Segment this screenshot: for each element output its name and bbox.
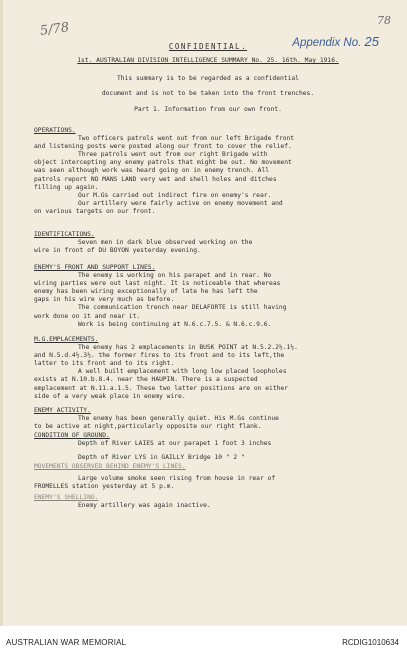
section-line: emplacement at N.11.a.1.5. These two latter positions are on either — [34, 384, 289, 392]
part-heading: Part 1. Information from our own front. — [134, 106, 282, 113]
section-line: and listening posts were posted along our front to cover the relief. — [34, 143, 292, 151]
section-movements — [34, 463, 382, 491]
handwritten-note-left: 5/78 — [39, 20, 71, 39]
section-line: A well built emplacement with long low placed loopholes — [78, 368, 287, 376]
handwritten-note-right: 78 — [377, 14, 391, 27]
section-line: wiring parties were out last night. It is noticeable that whereas — [34, 280, 281, 288]
section-line: patrols report NO MANS LAND very wet and shell holes and ditches — [34, 175, 277, 183]
document-title: CONFIDENTIAL. — [168, 42, 248, 51]
section-line: Our artillery were fairly active on enemy movement and — [78, 199, 283, 207]
section-line: object intercepting any enemy patrols that might be out. No movement — [34, 159, 292, 167]
section-line: Our M.Gs carried out indirect fire on enemy's rear. — [78, 191, 272, 199]
section-line: to be active at night,particularly opposite our right flank. — [34, 423, 262, 431]
section-line: gaps in his wire very much as before. — [34, 296, 175, 304]
section-enemy-lines — [34, 264, 382, 329]
section-line: Seven men in dark blue observed working on the — [78, 239, 253, 247]
section-heading: IDENTIFICATIONS. — [34, 231, 95, 238]
archive-reference: RCDIG1010634 — [342, 638, 399, 647]
section-line: was seen although work was heard going on in enemy trench. All — [34, 167, 270, 175]
section-line: wire in front of DU BOYON yesterday evening. — [34, 247, 201, 255]
section-condition-ground — [34, 432, 382, 462]
section-line: The enemy is working on his parapet and in rear. No — [78, 272, 272, 280]
section-heading: CONDITION OF GROUND. — [34, 432, 110, 439]
archive-name: AUSTRALIAN WAR MEMORIAL — [6, 638, 127, 647]
section-line: Large volume smoke seen rising from house in rear of — [78, 475, 276, 483]
section-line: latter to its front and to its right. — [34, 360, 175, 368]
section-heading: ENEMY'S FRONT AND SUPPORT LINES. — [34, 264, 156, 271]
section-line: Depth of River LYS in GAILLY Bridge 10 " 2 " — [78, 454, 245, 462]
section-line: Depth of River LAIES at our parapet 1 foot 3 inches — [78, 440, 272, 448]
section-line: Work is being continuing at N.6.c.7.5. & N.6.c.9.6. — [78, 320, 272, 328]
section-mg-emplacements — [34, 336, 382, 401]
section-heading: OPERATIONS. — [34, 127, 76, 134]
section-enemy-shelling — [34, 494, 382, 510]
archive-footer — [0, 626, 407, 654]
section-heading: M.G.EMPLACEMENTS. — [34, 336, 99, 343]
section-line: The communication trench near DELAFORTE is still having — [78, 304, 287, 312]
appendix-number: 25 — [364, 34, 379, 49]
section-line: Enemy artillery was again inactive. — [78, 502, 211, 510]
section-line: The enemy has been generally quiet. His M.Gs continue — [78, 415, 279, 423]
section-heading: ENEMY ACTIVITY. — [34, 407, 91, 414]
section-line: and N.5.d.4½.3½. the former fires to its front and to its left,the — [34, 352, 285, 360]
section-line: side of a very weak place in enemy wire. — [34, 392, 186, 400]
appendix-label: Appendix No. — [292, 37, 362, 49]
section-enemy-activity — [34, 407, 382, 431]
section-line: work done on it and near it. — [34, 312, 141, 320]
section-heading: ENEMY'S SHELLING. — [34, 494, 99, 501]
section-line: exists at N.10.b.8.4. near the HAUPIN. There is a suspected — [34, 376, 258, 384]
intro-line-2: document and is not to be taken into the front trenches. — [101, 90, 315, 97]
section-line: enemy has been wiring exceptionally of late he has left the — [34, 288, 258, 296]
summary-line: 1st. AUSTRALIAN DIVISION INTELLIGENCE SUMMARY No. 25. 16th. May 1916. — [77, 57, 339, 64]
section-line: filling up again. — [34, 183, 99, 191]
section-line: The enemy has 2 emplacements in BUSK POINT at N.5.2.2½.1½. — [78, 344, 298, 352]
section-identifications — [34, 231, 382, 255]
intro-line-1: This summary is to be regarded as a confidential — [117, 75, 299, 82]
section-line: Three patrols went out from our right Brigade with — [78, 151, 268, 159]
section-operations — [34, 127, 382, 216]
section-line: on various targets on our front. — [34, 207, 156, 215]
section-line: FROMELLES station yesterday at 5 p.m. — [34, 483, 175, 491]
page-edge — [0, 0, 3, 626]
section-line: Two officers patrols went out from our left Brigade front — [78, 135, 295, 143]
section-heading: MOVEMENTS OBSERVED BEHIND ENEMY'S LINES. — [34, 463, 186, 470]
